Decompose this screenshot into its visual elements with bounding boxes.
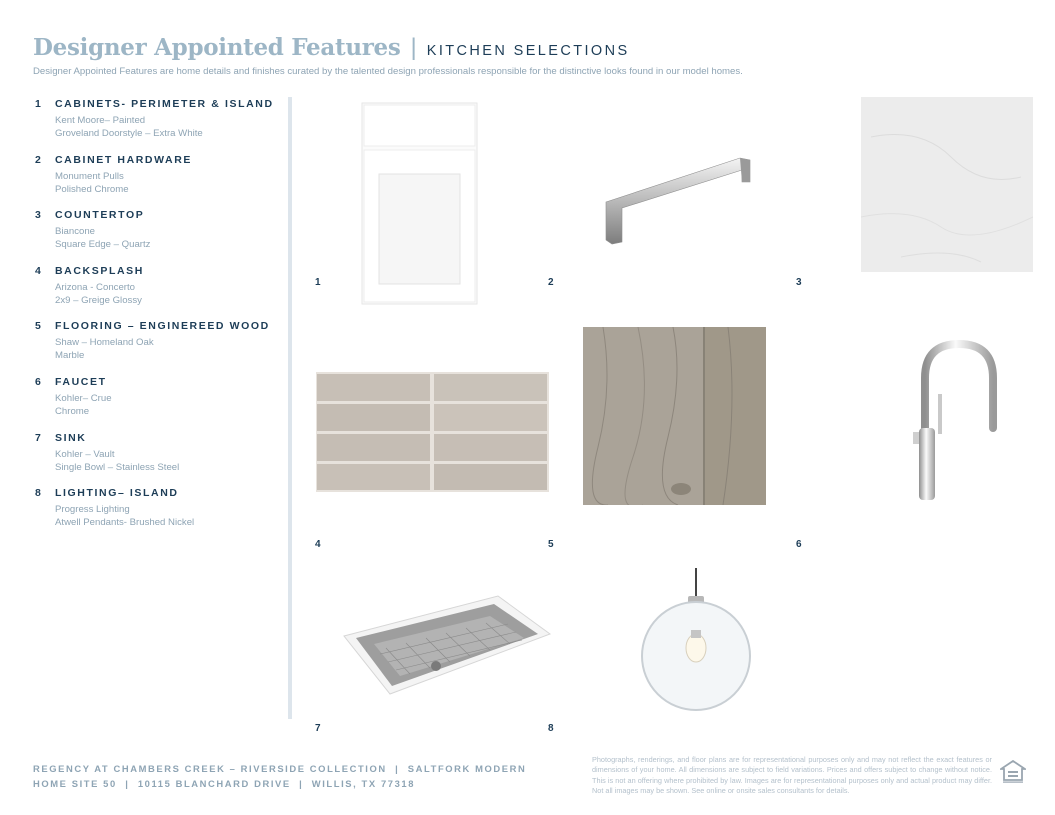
countertop-sample-image: [861, 97, 1033, 272]
selection-heading: [35, 98, 285, 110]
address-line: HOME SITE 50 | 10115 BLANCHARD DRIVE | WILLIS, TX 77318: [33, 778, 416, 789]
selection-number: 6: [35, 375, 43, 388]
selection-detail: Arizona - Concerto: [55, 281, 135, 293]
selection-item-countertop: [35, 209, 285, 265]
selection-item-sink: [35, 432, 285, 488]
selection-item-cabinets: [35, 98, 285, 154]
backsplash-tile-image: [316, 372, 549, 492]
wood-flooring-image: [583, 327, 766, 505]
selection-title: CABINETS- PERIMETER & ISLAND: [55, 98, 274, 110]
image-number: 7: [315, 723, 321, 734]
title-separator: |: [410, 34, 417, 61]
selection-detail: Polished Chrome: [55, 183, 129, 195]
disclaimer-text: Photographs, renderings, and floor plans are for representational purposes only and may not reflect the exact features or dimensions of your home. All dimensions are subject to field variations. Prices and offers subject to change without notice. This is not an offering where prohibited by law. Images are for representational purposes only and actual product may differ. Not all images may be shown. See online or onsite sales consultants for details.: [592, 755, 992, 796]
selection-number: 7: [35, 431, 43, 444]
selection-detail: Shaw – Homeland Oak: [55, 337, 154, 349]
selection-number: 1: [35, 98, 43, 110]
image-number: 4: [315, 539, 321, 550]
image-number: 2: [548, 277, 554, 288]
divider-bar: [288, 97, 292, 719]
globe-pendant-image: [636, 568, 756, 713]
selection-title: FAUCET: [55, 375, 107, 388]
image-number: 8: [548, 723, 554, 734]
community-line: REGENCY AT CHAMBERS CREEK – RIVERSIDE COLLECTION | SALTFORK MODERN: [33, 763, 527, 774]
selection-title: FLOORING – ENGINEREED WOOD: [55, 320, 270, 333]
equal-housing-icon: [1000, 760, 1026, 784]
selection-number: 2: [35, 153, 43, 166]
sink-image: [340, 592, 552, 698]
selection-title: COUNTERTOP: [55, 209, 145, 222]
community-info: [33, 761, 526, 791]
selection-number: 3: [35, 209, 43, 222]
selection-item-faucet: [35, 376, 285, 432]
selection-detail: Kent Moore– Painted: [55, 115, 146, 126]
selection-detail: Groveland Doorstyle – Extra White: [55, 128, 203, 139]
selection-number: 4: [35, 264, 43, 277]
selection-heading: [35, 154, 285, 166]
selection-heading: [35, 320, 285, 332]
selection-detail: Monument Pulls: [55, 170, 124, 182]
page-subtitle: Designer Appointed Features are home details and finishes curated by the talented design professionals responsible for the distinctive looks found in our model homes.: [33, 66, 743, 77]
selection-title: CABINET HARDWARE: [55, 153, 193, 166]
selection-number: 5: [35, 320, 43, 333]
selection-title: SINK: [55, 431, 87, 444]
selections-list: [35, 98, 285, 543]
selection-heading: [35, 432, 285, 444]
selection-detail: Marble: [55, 350, 85, 362]
selection-detail: Kohler– Crue: [55, 392, 112, 404]
selection-detail: 2x9 – Greige Glossy: [55, 294, 142, 306]
selection-detail: Square Edge – Quartz: [55, 239, 151, 251]
selection-heading: [35, 376, 285, 388]
selection-detail: Progress Lighting: [55, 504, 130, 516]
selection-title: LIGHTING– ISLAND: [55, 487, 179, 500]
faucet-image: [905, 336, 1000, 506]
image-number: 5: [548, 539, 554, 550]
selection-detail: Kohler – Vault: [55, 448, 115, 460]
selection-item-lighting: [35, 487, 285, 543]
selection-detail: Chrome: [55, 405, 90, 417]
selection-detail: Atwell Pendants- Brushed Nickel: [55, 517, 195, 529]
page-title-row: [33, 34, 630, 62]
cabinet-door-image: [361, 102, 478, 305]
image-number: 1: [315, 277, 321, 288]
image-number: 3: [796, 277, 802, 288]
page-title: Designer Appointed Features: [33, 34, 401, 61]
section-title: KITCHEN SELECTIONS: [426, 43, 630, 59]
selection-item-backsplash: [35, 265, 285, 321]
selection-detail: Single Bowl – Stainless Steel: [55, 461, 180, 473]
selection-heading: [35, 487, 285, 499]
selection-title: BACKSPLASH: [55, 264, 144, 277]
selection-detail: Biancone: [55, 226, 96, 238]
image-number: 6: [796, 539, 802, 550]
selection-heading: [35, 209, 285, 221]
selection-item-flooring: [35, 320, 285, 376]
selection-item-hardware: [35, 154, 285, 210]
selection-heading: [35, 265, 285, 277]
cabinet-pull-image: [600, 150, 755, 250]
selection-number: 8: [35, 487, 43, 500]
